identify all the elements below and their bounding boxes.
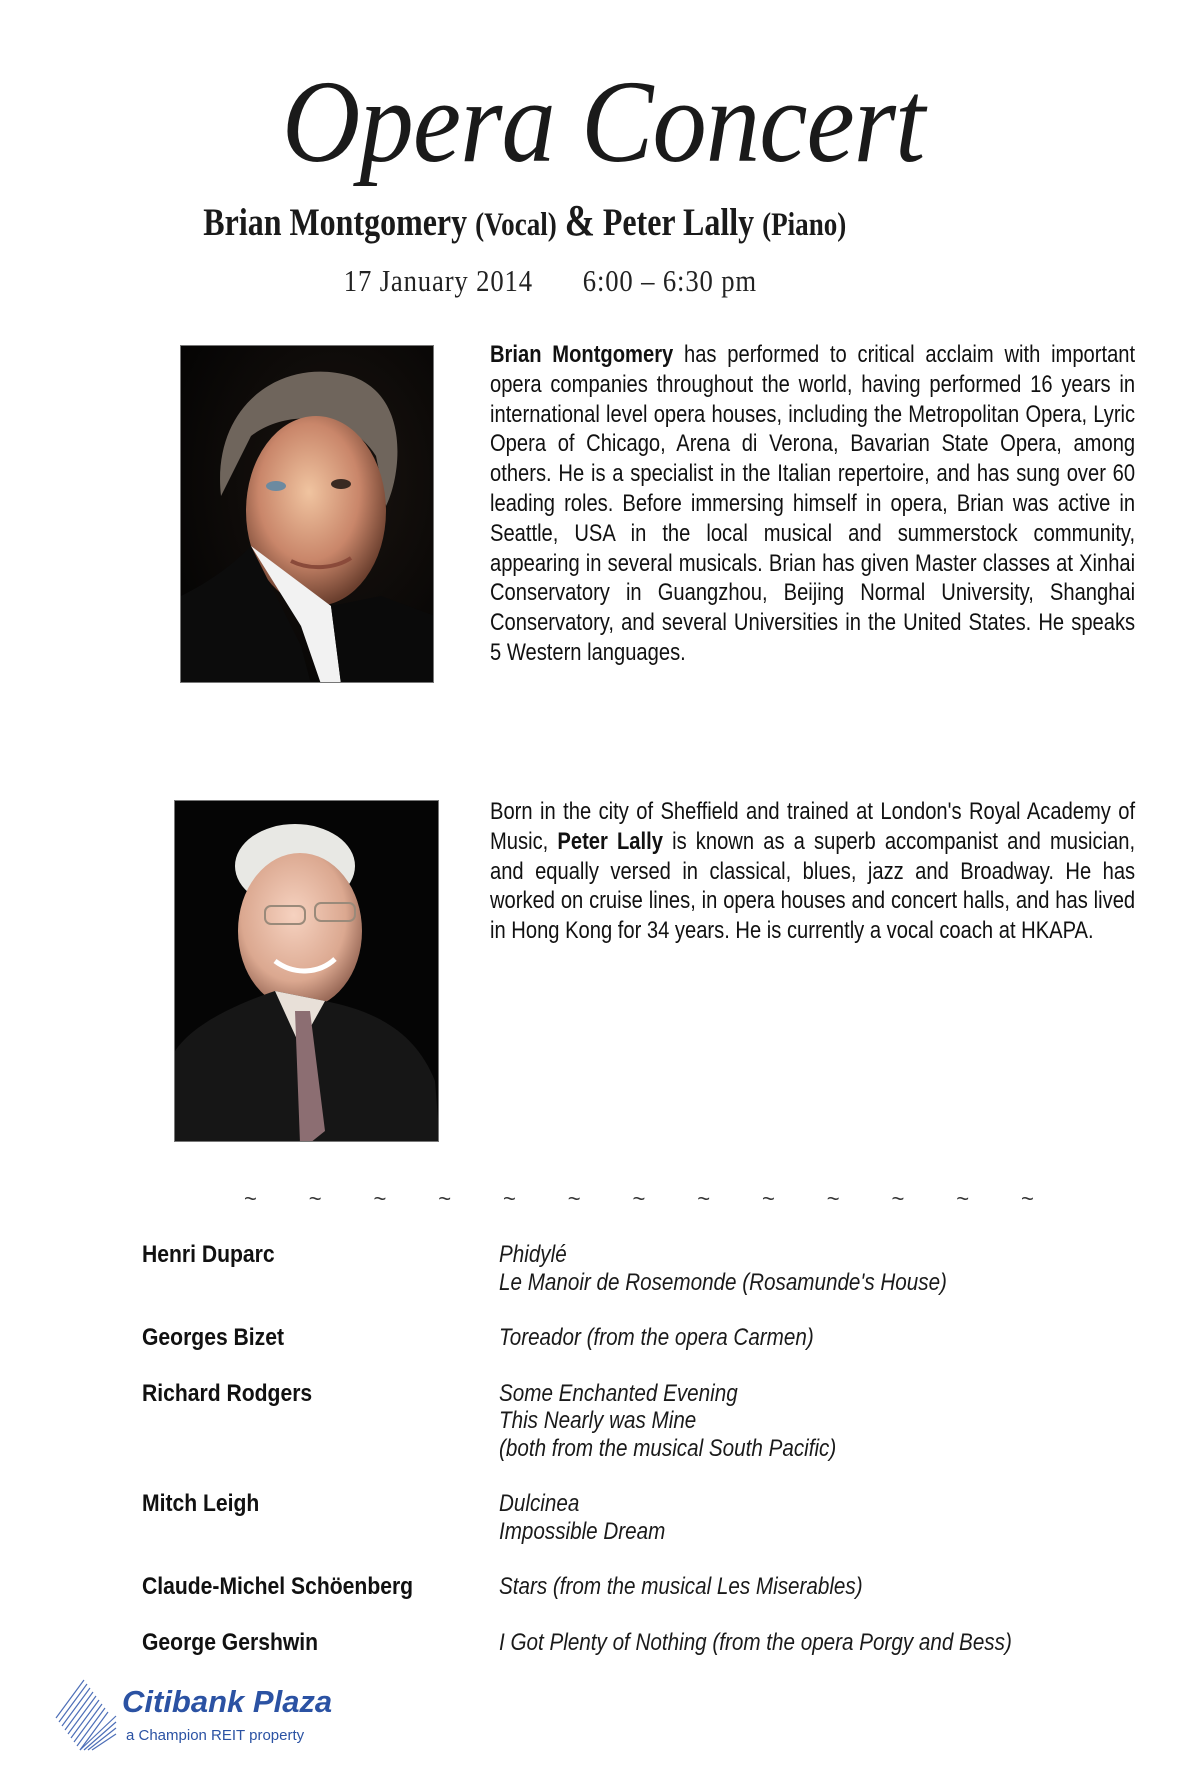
work-title: I Got Plenty of Nothing (from the opera Porgy and Bess) xyxy=(499,1628,1012,1656)
tilde: ~ xyxy=(503,1186,516,1211)
works-list xyxy=(499,1573,863,1601)
work-title: Impossible Dream xyxy=(499,1517,666,1545)
bio-text: is known as a superb accompanist and musician, and equally versed in classical, blues, jazz and Broadway. He has worked on cruise lines, in opera houses and concert halls, and has lived in Hong Kong for 34 years. He is currently a vocal coach at HKAPA. xyxy=(490,827,1136,945)
tilde: ~ xyxy=(567,1186,581,1211)
tilde: ~ xyxy=(438,1186,452,1211)
works-list xyxy=(499,1241,947,1296)
program-item xyxy=(142,1629,1162,1657)
work-title: Some Enchanted Evening xyxy=(499,1379,738,1407)
performer1-name: Brian Montgomery xyxy=(203,201,468,244)
tilde: ~ xyxy=(697,1186,711,1211)
program-item xyxy=(142,1490,1162,1545)
tilde: ~ xyxy=(632,1186,646,1211)
composer-name: George Gershwin xyxy=(142,1628,319,1656)
work-title: This Nearly was Mine xyxy=(499,1407,697,1434)
tilde: ~ xyxy=(891,1186,905,1211)
program-item xyxy=(142,1324,1162,1352)
bio-peter-lally xyxy=(490,797,1135,946)
composer-name: Mitch Leigh xyxy=(142,1490,260,1517)
bio-name: Peter Lally xyxy=(557,827,663,855)
program-item xyxy=(142,1380,1162,1463)
program-item xyxy=(142,1573,1162,1601)
work-title: Le Manoir de Rosemonde (Rosamunde's House) xyxy=(499,1268,947,1296)
portrait-vocalist-image xyxy=(181,346,434,683)
performer2-name: Peter Lally xyxy=(602,201,755,244)
page-title: Opera Concert xyxy=(282,56,925,187)
event-time: 6:00 – 6:30 pm xyxy=(582,263,758,298)
works-list xyxy=(499,1380,836,1463)
composer-name: Henri Duparc xyxy=(142,1241,275,1268)
ampersand: & xyxy=(564,196,595,245)
tilde: ~ xyxy=(956,1186,970,1211)
performers-heading xyxy=(0,196,1050,250)
tilde: ~ xyxy=(762,1186,775,1211)
composer-name: Richard Rodgers xyxy=(142,1379,313,1407)
works-list xyxy=(499,1629,1012,1657)
building-logo-icon xyxy=(54,1678,118,1754)
performer2-role: (Piano) xyxy=(762,207,847,243)
brian-montgomery-photo xyxy=(180,345,434,683)
bio-text: has performed to critical acclaim with important opera companies throughout the world, having performed 16 years in international level opera houses, including the Metropolitan Opera, Lyric Opera of Chicago, Arena di Verona, Bavarian State Opera, among others. He is a specialist in the Italian repertoire, and has sung over 60 leading roles. Before immersing himself in opera, Brian was active in Seattle, USA in the local musical and summerstock community, appearing in several musicals. Brian has given Master classes at Xinhai Conservatory in Guangzhou, Beijing Normal University, Shanghai Conservatory, and several Universities in the United States. He speaks 5 Western languages. xyxy=(490,341,1136,666)
program-item xyxy=(142,1241,1162,1296)
work-title: Phidylé xyxy=(499,1241,567,1268)
citibank-plaza-logo xyxy=(54,1678,374,1758)
work-title: Toreador (from the opera Carmen) xyxy=(499,1324,814,1351)
works-list xyxy=(499,1324,814,1352)
tilde: ~ xyxy=(244,1186,257,1211)
program-list xyxy=(142,1241,1162,1684)
event-datetime xyxy=(0,262,1101,300)
portrait-pianist-image xyxy=(175,801,439,1142)
tilde: ~ xyxy=(373,1186,387,1211)
tilde: ~ xyxy=(826,1186,840,1211)
tilde: ~ xyxy=(1021,1186,1034,1211)
work-title: Dulcinea xyxy=(499,1490,580,1517)
logo-name: Citibank Plaza xyxy=(122,1684,333,1719)
logo-tagline: a Champion REIT property xyxy=(126,1727,305,1744)
peter-lally-photo xyxy=(174,800,439,1142)
performer1-role: (Vocal) xyxy=(475,207,557,243)
composer-name: Georges Bizet xyxy=(142,1324,285,1351)
event-date: 17 January 2014 xyxy=(343,263,533,298)
bio-brian-montgomery xyxy=(490,340,1135,668)
composer-name: Claude-Michel Schöenberg xyxy=(142,1573,414,1600)
tilde: ~ xyxy=(308,1186,322,1211)
work-title: Stars (from the musical Les Miserables) xyxy=(499,1573,863,1600)
tilde-divider xyxy=(244,1186,1034,1212)
work-title: (both from the musical South Pacific) xyxy=(499,1434,837,1462)
works-list xyxy=(499,1490,665,1545)
bio-name: Brian Montgomery xyxy=(490,341,674,368)
bio-text: Born in the city of Sheffield and trained at London's Royal Academy of Music, xyxy=(490,798,1136,855)
